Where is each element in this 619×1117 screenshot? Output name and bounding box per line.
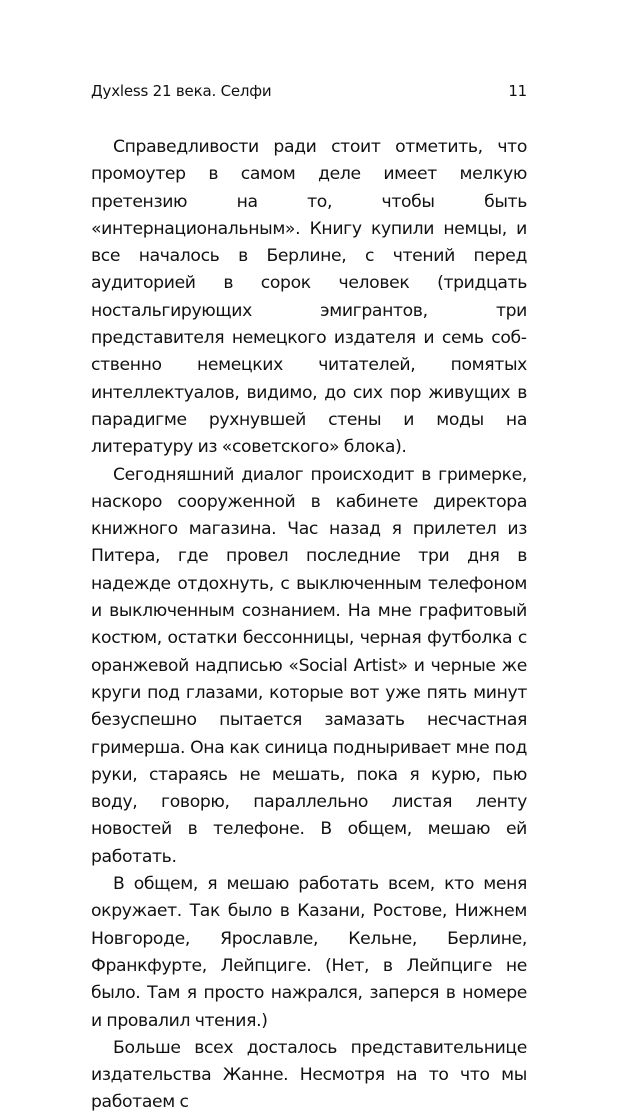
paragraph: Сегодняшний диалог происходит в гримерке, наскоро сооруженной в кабинете директора книжного магазина. Час назад я прилетел из Питера, где провел последние три дня в надежде отдохнуть, с выключенным телефоном и выключенным сознанием. На мне графитовый костюм, остатки бессонницы, черная футболка с оранжевой надписью «Social Artist» и черные же круги под глазами, которые вот уже пять минут безуспешно пытается замазать несчастная гримерша. Она как синица подныривает мне под руки, стараясь не мешать, пока я курю, пью воду, говорю, параллельно листая ленту новостей в телефоне. В общем, мешаю ей работать. xyxy=(91,464,527,867)
page-number: 11 xyxy=(508,82,527,100)
running-head xyxy=(91,80,527,102)
paragraph: Справедливости ради стоит отметить, что промоутер в самом деле имеет мелкую претензию на то, чтобы быть «интернациональным». Книгу купили немцы, и все началось в Берлине, с чтений перед аудиторией в сорок человек (тридцать ностальгирующих эмигрантов, три представителя немецкого издателя и семь собственно немецких читателей, помятых интеллектуалов, видимо, до сих пор живущих в парадигме рухнувшей стены и моды на литературу из «советского» блока). xyxy=(91,137,527,458)
page-body xyxy=(91,134,527,1117)
running-title: Духless 21 века. Селфи xyxy=(91,82,272,100)
paragraph: Больше всех досталось представительнице издательства Жанне. Несмотря на то что мы работаем с xyxy=(91,1037,527,1113)
paragraph: В общем, я мешаю работать всем, кто меня окружает. Так было в Казани, Ростове, Нижнем Новгороде, Ярославле, Кельне, Берлине, Франкфурте, Лейпциге. (Нет, в Лейпциге не было. Там я просто нажрался, заперся в номере и провалил чтения.) xyxy=(91,874,527,1031)
